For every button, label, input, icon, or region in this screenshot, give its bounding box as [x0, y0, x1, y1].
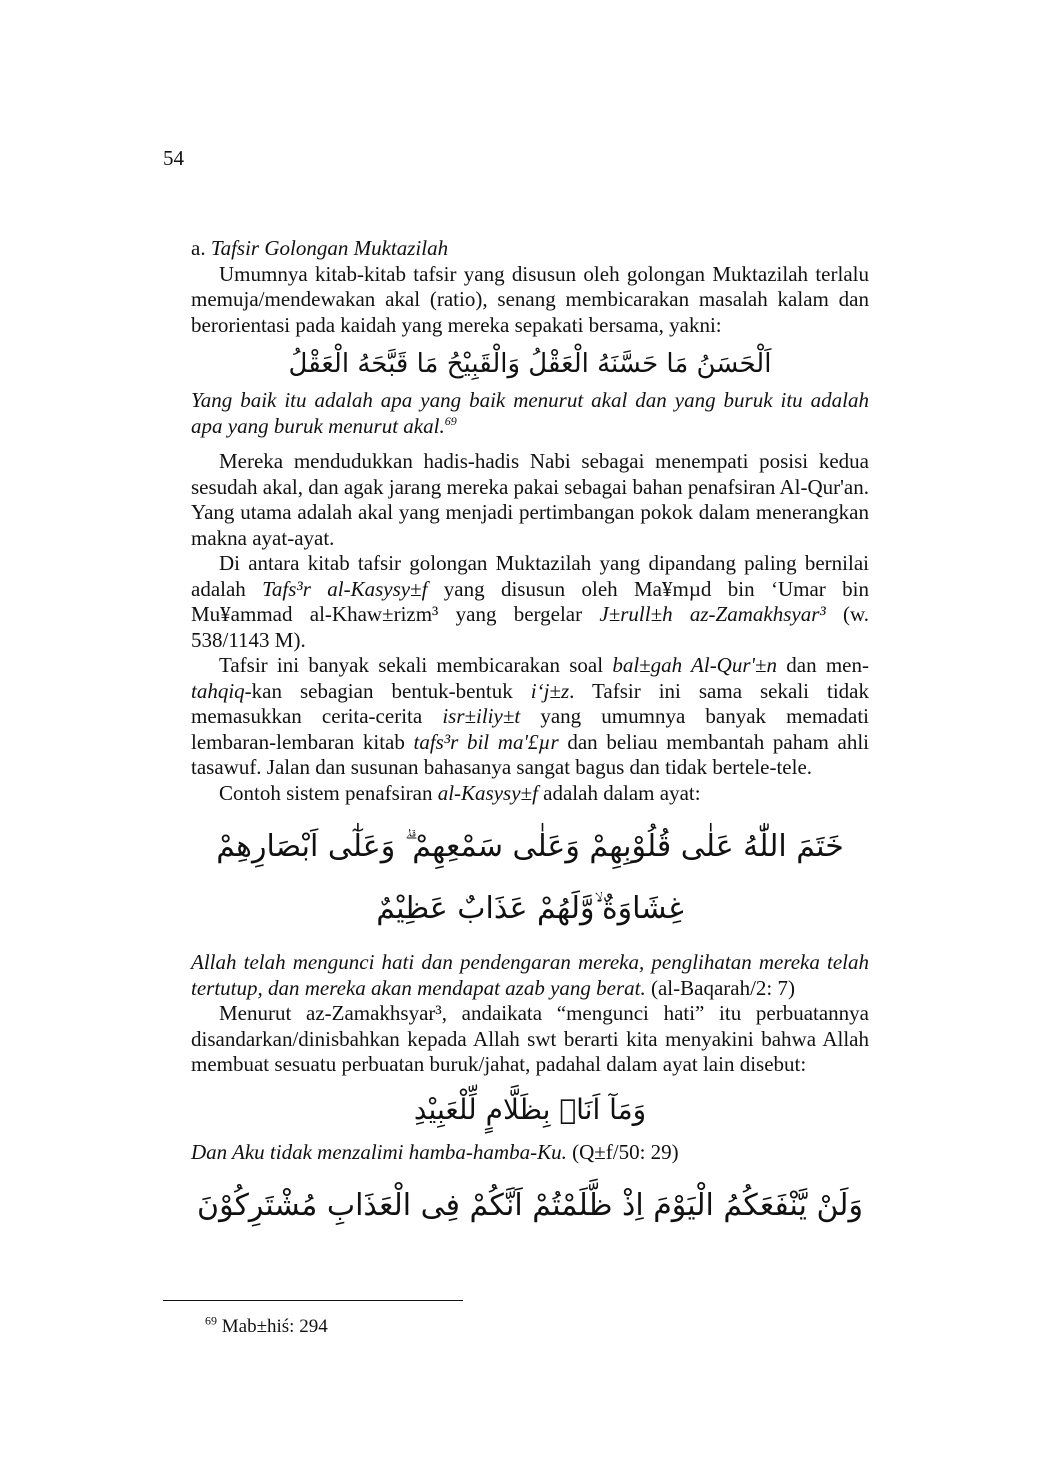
p4-text-e: -kan sebagian bentuk-bentuk — [244, 678, 531, 703]
p4-text-k: dan beliau membantah paham ahli tasawuf. Jalan dan susunan bahasanya sangat bagus dan tidak bertele-tele. — [191, 729, 869, 779]
arabic-verse-2: خَتَمَ اللّٰهُ عَلٰى قُلُوْبِهِمْ وَعَلٰى سَمْعِهِمْ ۗ وَعَلٰٓى اَبْصَارِهِمْ غِشَاوَةٌ ۙوَّلَهُمْ عَذَابٌ عَظِيْمٌ — [216, 829, 844, 926]
paragraph-2: Mereka mendudukkan hadis-hadis Nabi sebagai menempati posisi kedua sesudah akal, dan agak jarang mereka pakai sebagai bahan penafsiran Al-Qur'an. Yang utama adalah akal yang menjadi pertimbangan pokok dalam menerangkan makna ayat-ayat. — [191, 449, 869, 550]
arabic-verse-1: اَلْحَسَنُ مَا حَسَّنَهُ الْعَقْلُ وَالْقَبِيْحُ مَا قَبَّحَهُ الْعَقْلُ — [288, 349, 772, 379]
p4-text-c: dan men- — [777, 653, 869, 677]
p3-italic-d: J±rull±h az-Zamakhsyar³ — [599, 602, 826, 626]
p4-italic-d: tahqiq — [191, 678, 245, 703]
p4-italic-j: tafs³r bil ma'£µr — [413, 729, 559, 754]
section-heading-prefix: a. — [191, 236, 211, 260]
paragraph-4 — [191, 653, 869, 781]
section-heading — [191, 236, 869, 262]
paragraph-3 — [191, 551, 869, 653]
p5-text-c: adalah dalam ayat: — [537, 780, 701, 805]
p5-text-a: Contoh sistem penafsiran — [219, 780, 438, 805]
p3-text-a: Di antara kitab tafsir golongan Muktazilah yang dipandang paling bernilai adalah — [191, 551, 869, 601]
footnote — [205, 1313, 328, 1338]
p5-italic-b: al-Kasysy±f — [437, 780, 538, 805]
section-heading-title: Tafsir Golongan Muktazilah — [210, 236, 449, 260]
arabic-verse-3: وَمَآ اَنَا۠ بِظَلَّامٍ لِّلْعَبِيْدِ — [413, 1092, 647, 1126]
page-body — [191, 236, 869, 1247]
paragraph-5 — [191, 781, 869, 807]
footnote-reference: 69 — [444, 413, 457, 428]
translation-3 — [191, 1140, 869, 1166]
translation-1-text: Yang baik itu adalah apa yang baik menurut akal dan yang buruk itu adalah apa yang buruk menurut akal. — [191, 388, 869, 438]
p4-italic-f: i‘j±z — [530, 678, 570, 703]
translation-1 — [191, 388, 869, 439]
paragraph-1: Umumnya kitab-kitab tafsir yang disusun oleh golongan Muktazilah terlalu memuja/mendewakan akal (ratio), senang membicarakan masalah kalam dan berorientasi pada kaidah yang mereka sepakati bersama, yakni: — [191, 261, 869, 337]
p3-text-e: (w. 538/1143 M). — [191, 602, 870, 652]
translation-2 — [191, 950, 869, 1001]
p3-italic-b: Tafs³r al-Kasysy±f — [262, 576, 428, 601]
p4-text-i: yang umumnya banyak memadati lembaran-lembaran kitab — [191, 704, 869, 754]
translation-2-reference: (al-Baqarah/2: 7) — [645, 975, 796, 1000]
footnote-text: Mab±hiś: 294 — [217, 1316, 328, 1337]
p4-italic-b: bal±gah Al-Qur'±n — [612, 653, 778, 677]
p4-italic-h: isr±iliy±t — [442, 704, 521, 728]
translation-2-text: Allah telah mengunci hati dan pendengaran mereka, penglihatan mereka telah tertutup, dan mereka akan mendapat azab yang berat. — [191, 950, 869, 1000]
page-number: 54 — [163, 146, 184, 170]
arabic-verse-4: وَلَنْ يَّنْفَعَكُمُ الْيَوْمَ اِذْ ظَّلَمْتُمْ اَنَّكُمْ فِى الْعَذَابِ مُشْتَرِكُوْنَ — [197, 1188, 863, 1223]
translation-3-reference: (Q±f/50: 29) — [566, 1139, 679, 1164]
footnote-number: 69 — [205, 1313, 217, 1328]
p4-text-g: . Tafsir ini sama sekali tidak memasukkan cerita-cerita — [191, 678, 869, 728]
p4-text-a: Tafsir ini banyak sekali membicarakan soal — [219, 653, 613, 677]
translation-3-text: Dan Aku tidak menzalimi hamba-hamba-Ku. — [191, 1139, 567, 1164]
footnote-divider — [163, 1300, 463, 1301]
paragraph-6: Menurut az-Zamakhsyar³, andaikata “mengunci hati” itu perbuatannya disandarkan/dinisbahkan kepada Allah swt berarti kita menyakini bahwa Allah membuat sesuatu perbuatan buruk/jahat, padahal dalam ayat lain disebut: — [191, 1001, 869, 1076]
p3-text-c: yang disusun oleh Ma¥mµd bin ‘Umar bin Mu¥ammad al-Khaw±rizm³ yang bergelar — [191, 576, 869, 626]
